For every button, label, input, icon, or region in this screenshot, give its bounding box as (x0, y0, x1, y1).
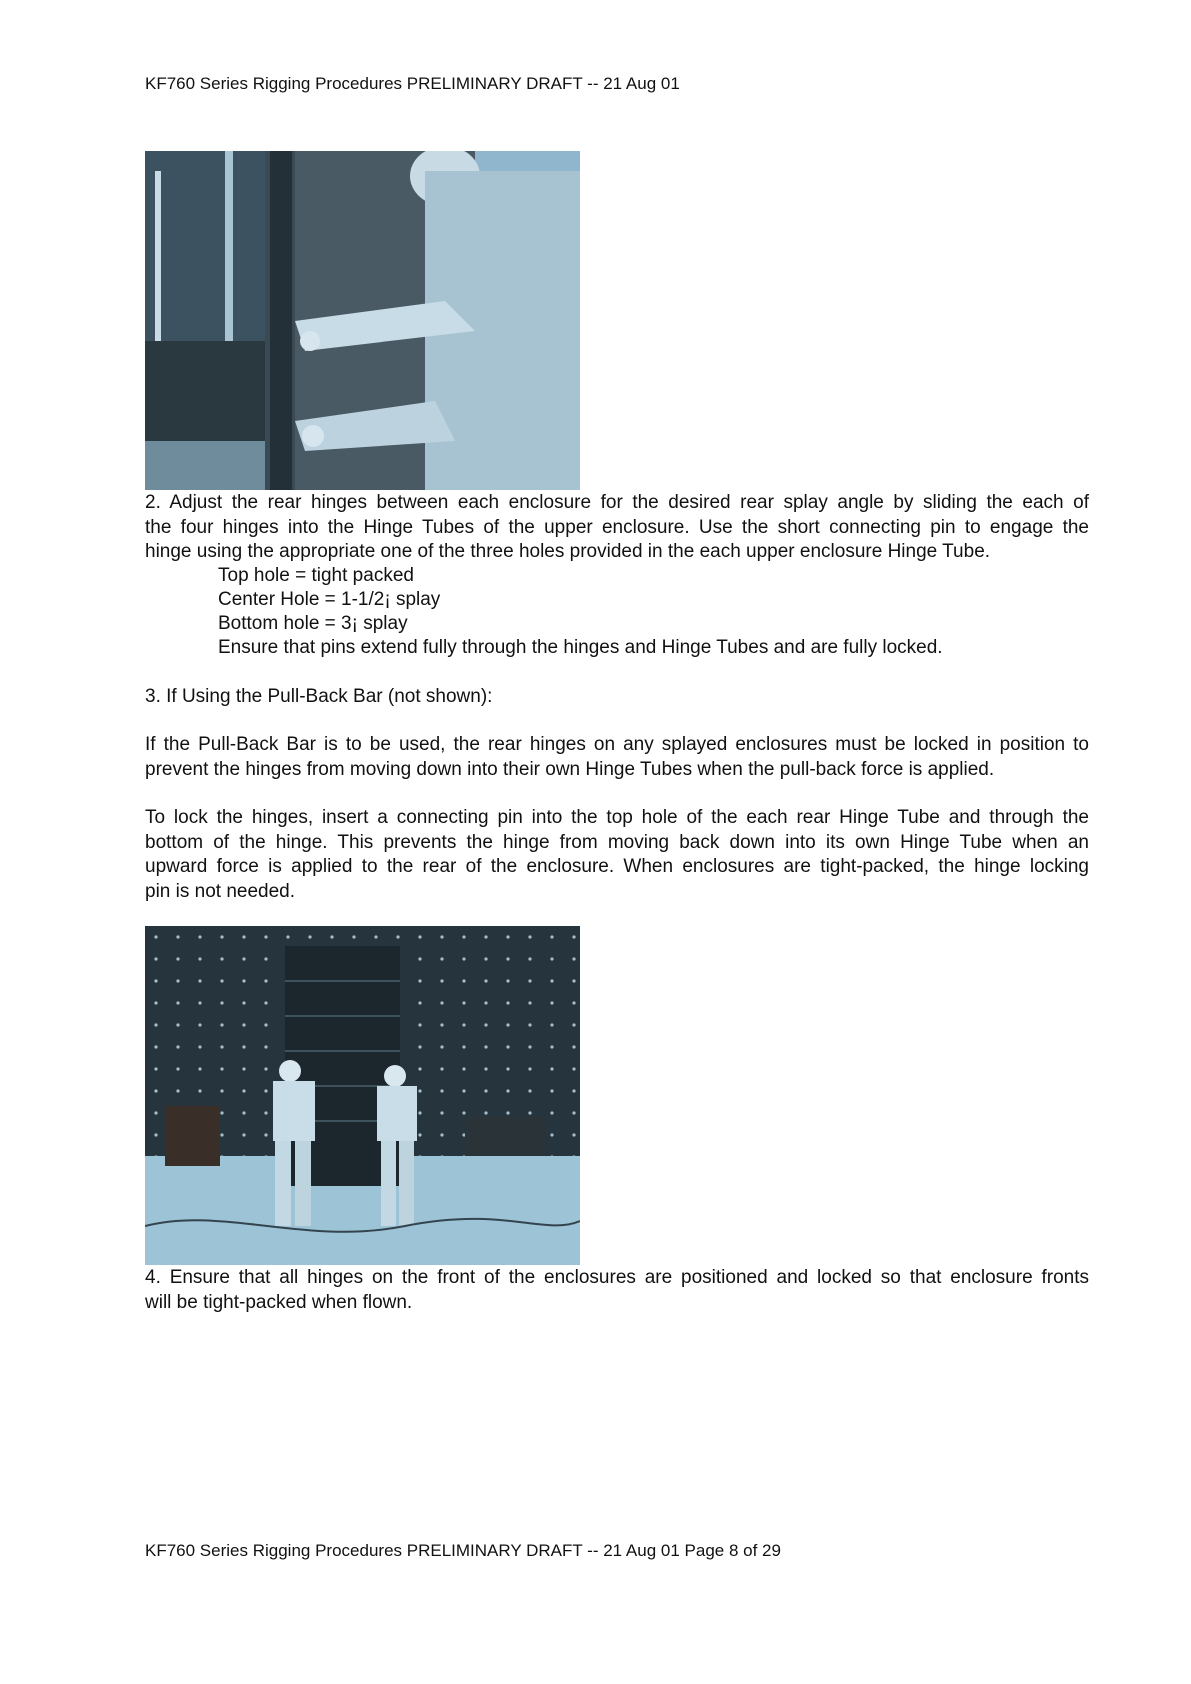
step-3-paragraph-2 (145, 806, 1089, 904)
photo-hinge-adjustment (145, 151, 580, 490)
step-4-text (145, 1266, 1089, 1315)
page-header: KF760 Series Rigging Procedures PRELIMINARY DRAFT -- 21 Aug 01 (145, 74, 680, 93)
paragraph-line: upward force is applied to the rear of the enclosure. When enclosures are tight-packed, the hinge locking (145, 856, 1089, 877)
step-4-line: will be tight-packed when flown. (145, 1291, 413, 1313)
paragraph-line: pin is not needed. (145, 880, 296, 902)
list-item: Bottom hole = 3¡ splay (218, 613, 408, 634)
page-footer: KF760 Series Rigging Procedures PRELIMINARY DRAFT -- 21 Aug 01 Page 8 of 29 (145, 1541, 781, 1560)
step-2-line: 2. Adjust the rear hinges between each enclosure for the desired rear splay angle by sliding the each of (145, 492, 1089, 513)
paragraph-line: To lock the hinges, insert a connecting pin into the top hole of the each rear Hinge Tube and through the (145, 807, 1089, 828)
step-3-paragraph-1 (145, 733, 1089, 782)
step-2-text (145, 491, 1089, 565)
paragraph-line: prevent the hinges from moving down into their own Hinge Tubes when the pull-back force is applied. (145, 758, 995, 780)
photo-stacked-enclosures (145, 926, 580, 1265)
paragraph-line: bottom of the hinge. This prevents the hinge from moving back down into its own Hinge Tube when an (145, 831, 1089, 853)
hole-options-list (218, 564, 943, 660)
step-2-line: hinge using the appropriate one of the three holes provided in the each upper enclosure Hinge Tube. (145, 541, 991, 562)
step-3-title: 3. If Using the Pull-Back Bar (not shown): (145, 686, 493, 707)
list-item: Top hole = tight packed (218, 565, 414, 586)
step-2-line: the four hinges into the Hinge Tubes of the upper enclosure. Use the short connecting pin to engage the (145, 516, 1089, 538)
paragraph-line: If the Pull-Back Bar is to be used, the rear hinges on any splayed enclosures must be locked in position to (145, 734, 1089, 755)
list-item: Ensure that pins extend fully through the hinges and Hinge Tubes and are fully locked. (218, 637, 943, 658)
list-item: Center Hole = 1-1/2¡ splay (218, 589, 441, 610)
step-4-line: 4. Ensure that all hinges on the front of the enclosures are positioned and locked so that enclosure fronts (145, 1267, 1089, 1288)
